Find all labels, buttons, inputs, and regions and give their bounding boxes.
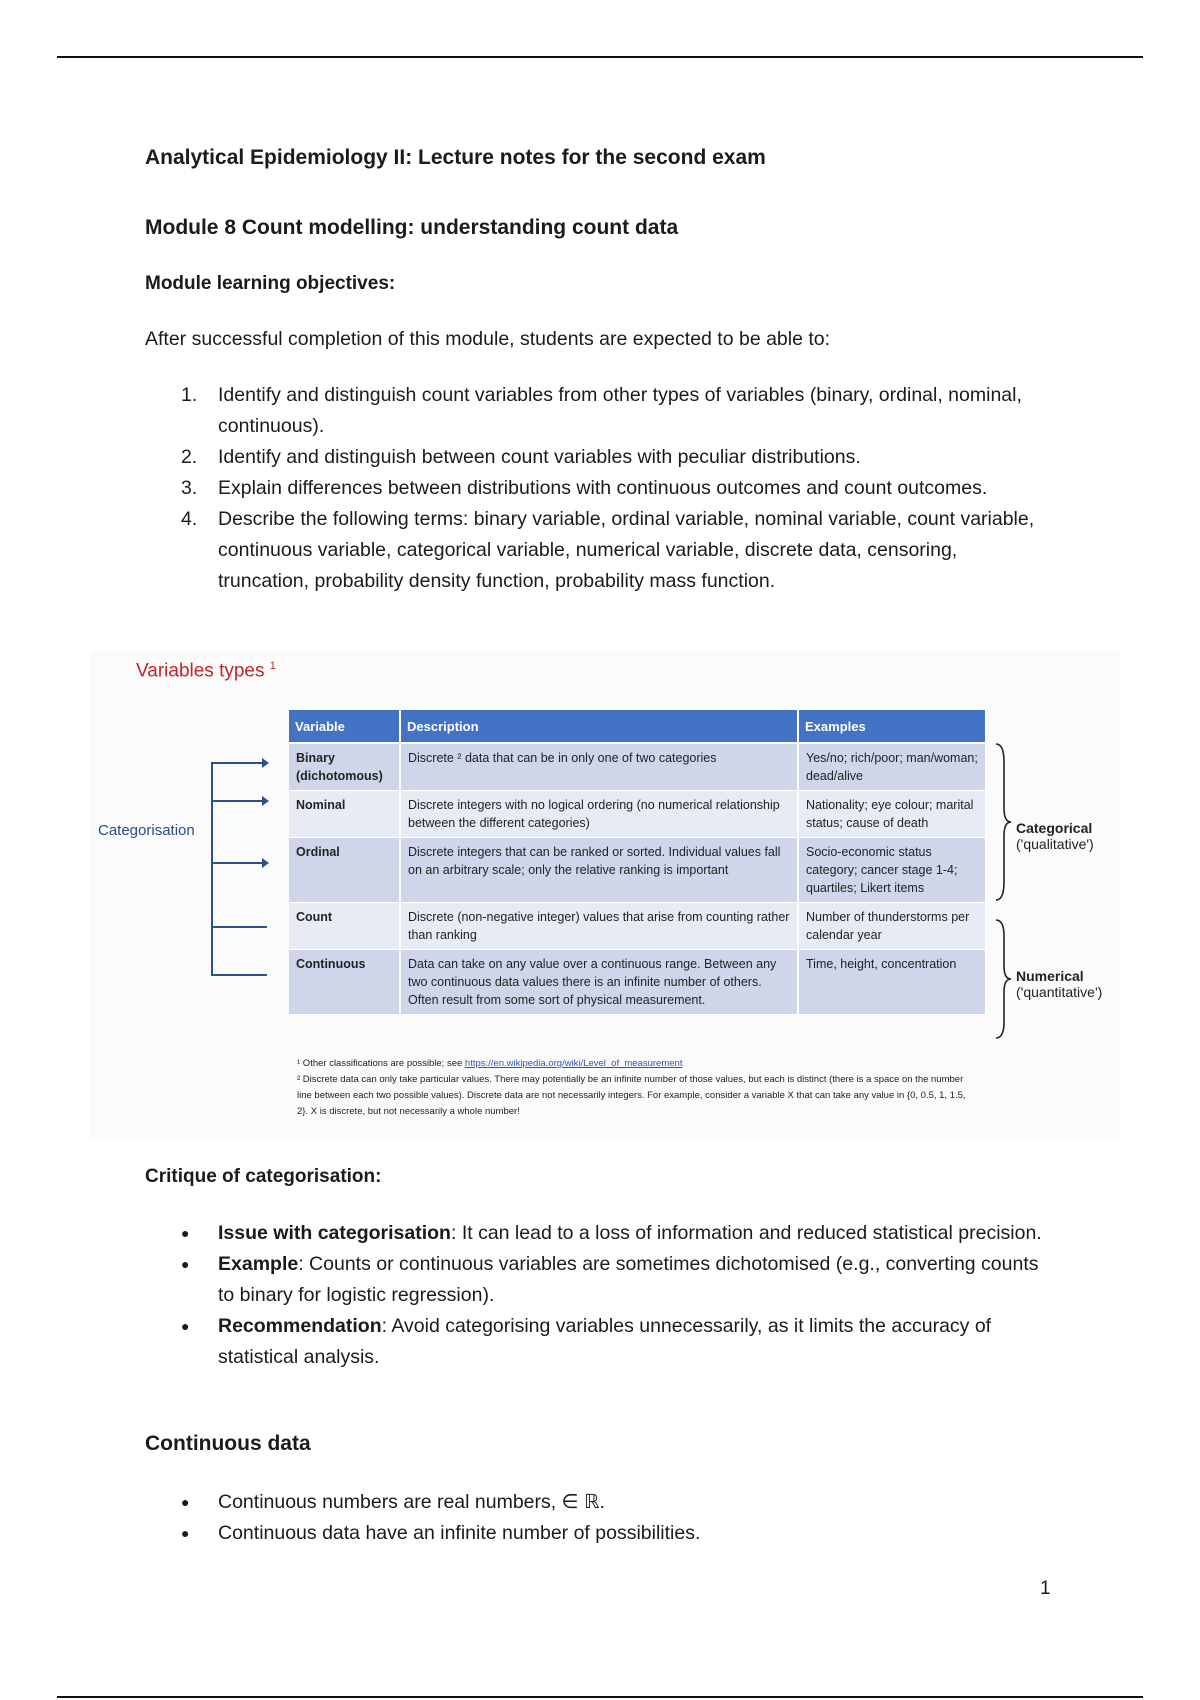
objective-item bbox=[145, 380, 1045, 442]
continuous-data-heading: Continuous data bbox=[145, 1432, 311, 1455]
objective-item bbox=[145, 504, 1045, 597]
critique-item-label: Recommendation bbox=[218, 1315, 382, 1337]
objective-number: 3. bbox=[181, 477, 198, 499]
page-number: 1 bbox=[1040, 1578, 1051, 1599]
variable-cell: Ordinal bbox=[288, 838, 400, 903]
critique-item-text: : It can lead to a loss of information and reduced statistical precision. bbox=[450, 1222, 1042, 1244]
objective-item bbox=[145, 442, 1045, 473]
objective-number: 4. bbox=[181, 508, 198, 530]
header-variable: Variable bbox=[288, 709, 400, 743]
categorical-label bbox=[1016, 820, 1094, 852]
top-rule bbox=[57, 56, 1143, 58]
objectives-heading: Module learning objectives: bbox=[145, 273, 396, 294]
numerical-sub-label: ('quantitative') bbox=[1016, 984, 1103, 1000]
objective-number: 1. bbox=[181, 384, 198, 406]
connector-arrow-ordinal bbox=[211, 862, 267, 864]
footnote-1 bbox=[297, 1056, 977, 1072]
categorical-label-text: Categorical bbox=[1016, 820, 1093, 836]
categorical-brace bbox=[994, 742, 1012, 902]
header-description: Description bbox=[400, 709, 798, 743]
table-row bbox=[288, 838, 986, 903]
examples-cell: Number of thunderstorms per calendar year bbox=[798, 903, 986, 950]
categorisation-connector bbox=[211, 762, 213, 976]
objective-text: Identify and distinguish count variables from other types of variables (binary, ordinal, nominal, continuous). bbox=[218, 384, 1022, 437]
objective-number: 2. bbox=[181, 446, 198, 468]
description-cell: Discrete integers with no logical ordering (no numerical relationship between the different categories) bbox=[400, 791, 798, 838]
numerical-brace bbox=[994, 918, 1012, 1040]
examples-cell: Yes/no; rich/poor; man/woman; dead/alive bbox=[798, 743, 986, 791]
objective-text: Explain differences between distributions with continuous outcomes and count outcomes. bbox=[218, 477, 988, 499]
figure-title-text: Variables types bbox=[136, 660, 265, 682]
critique-heading: Critique of categorisation: bbox=[145, 1166, 382, 1187]
table-row bbox=[288, 791, 986, 838]
table-row bbox=[288, 950, 986, 1015]
table-row bbox=[288, 743, 986, 791]
continuous-data-list bbox=[145, 1487, 1045, 1549]
list-item: ● Continuous data have an infinite number of possibilities. bbox=[145, 1518, 1045, 1549]
examples-cell: Socio-economic status category; cancer stage 1-4; quartiles; Likert items bbox=[798, 838, 986, 903]
description-cell: Discrete ² data that can be in only one of two categories bbox=[400, 743, 798, 791]
bottom-rule bbox=[57, 1696, 1143, 1698]
list-item bbox=[145, 1249, 1045, 1311]
objective-text: Describe the following terms: binary variable, ordinal variable, nominal variable, count variable, continuous variable, categorical variable, numerical variable, discrete data, censoring, truncation, probability density function, probability mass function. bbox=[218, 508, 1035, 592]
critique-item-label: Issue with categorisation bbox=[218, 1222, 451, 1244]
variable-cell: Nominal bbox=[288, 791, 400, 838]
module-heading: Module 8 Count modelling: understanding count data bbox=[145, 216, 679, 239]
variable-cell: Continuous bbox=[288, 950, 400, 1015]
connector-line-continuous bbox=[211, 974, 267, 976]
objective-item bbox=[145, 473, 1045, 504]
connector-arrow-binary bbox=[211, 762, 267, 764]
description-cell: Discrete integers that can be ranked or sorted. Individual values fall on an arbitrary scale; only the relative ranking is important bbox=[400, 838, 798, 903]
list-item: ● Continuous numbers are real numbers, ∈ ℝ. bbox=[145, 1487, 1045, 1518]
figure-title bbox=[136, 660, 276, 682]
numerical-label bbox=[1016, 968, 1102, 1000]
objective-text: Identify and distinguish between count variables with peculiar distributions. bbox=[218, 446, 861, 468]
examples-cell: Nationality; eye colour; marital status; cause of death bbox=[798, 791, 986, 838]
objectives-list bbox=[145, 380, 1045, 597]
description-cell: Data can take on any value over a continuous range. Between any two continuous data values there is an infinite number of others. Often result from some sort of physical measurement. bbox=[400, 950, 798, 1015]
list-item bbox=[145, 1218, 1045, 1249]
variable-cell: Count bbox=[288, 903, 400, 950]
categorical-sub-label: ('qualitative') bbox=[1016, 836, 1094, 852]
footnote-2: ² Discrete data can only take particular values. There may potentially be an infinite number of those values, but each is distinct (there is a space on the number line between each two possible values). Discrete data are not necessarily integers. For example, consider a variable X that can take any value in {0, 0.5, 1, 1.5, 2}. X is discrete, but not necessarily a whole number! bbox=[297, 1074, 966, 1117]
critique-list bbox=[145, 1218, 1045, 1373]
level-of-measurement-link[interactable]: https://en.wikipedia.org/wiki/Level_of_measurement bbox=[464, 1058, 683, 1069]
critique-item-label: Example bbox=[218, 1253, 299, 1275]
variable-cell: Binary (dichotomous) bbox=[288, 743, 400, 791]
header-examples: Examples bbox=[798, 709, 986, 743]
document-title: Analytical Epidemiology II: Lecture notes for the second exam bbox=[145, 146, 766, 169]
connector-arrow-nominal bbox=[211, 800, 267, 802]
categorisation-label: Categorisation bbox=[98, 822, 195, 839]
objectives-intro: After successful completion of this module, students are expected to be able to: bbox=[145, 328, 831, 350]
critique-item-text: : Counts or continuous variables are sometimes dichotomised (e.g., converting counts to binary for logistic regression). bbox=[218, 1253, 1039, 1306]
critique-item-text: : Avoid categorising variables unnecessarily, as it limits the accuracy of statistical analysis. bbox=[218, 1315, 992, 1368]
numerical-label-text: Numerical bbox=[1016, 968, 1084, 984]
variable-types-figure bbox=[90, 650, 1120, 1140]
list-item bbox=[145, 1311, 1045, 1373]
figure-title-footnote-mark: 1 bbox=[269, 660, 276, 672]
variable-types-table bbox=[287, 708, 987, 1015]
footnote-1-text: ¹ Other classifications are possible; see bbox=[297, 1058, 465, 1069]
examples-cell: Time, height, concentration bbox=[798, 950, 986, 1015]
figure-footnotes bbox=[297, 1056, 977, 1120]
table-row bbox=[288, 903, 986, 950]
connector-line-count bbox=[211, 926, 267, 928]
description-cell: Discrete (non-negative integer) values that arise from counting rather than ranking bbox=[400, 903, 798, 950]
